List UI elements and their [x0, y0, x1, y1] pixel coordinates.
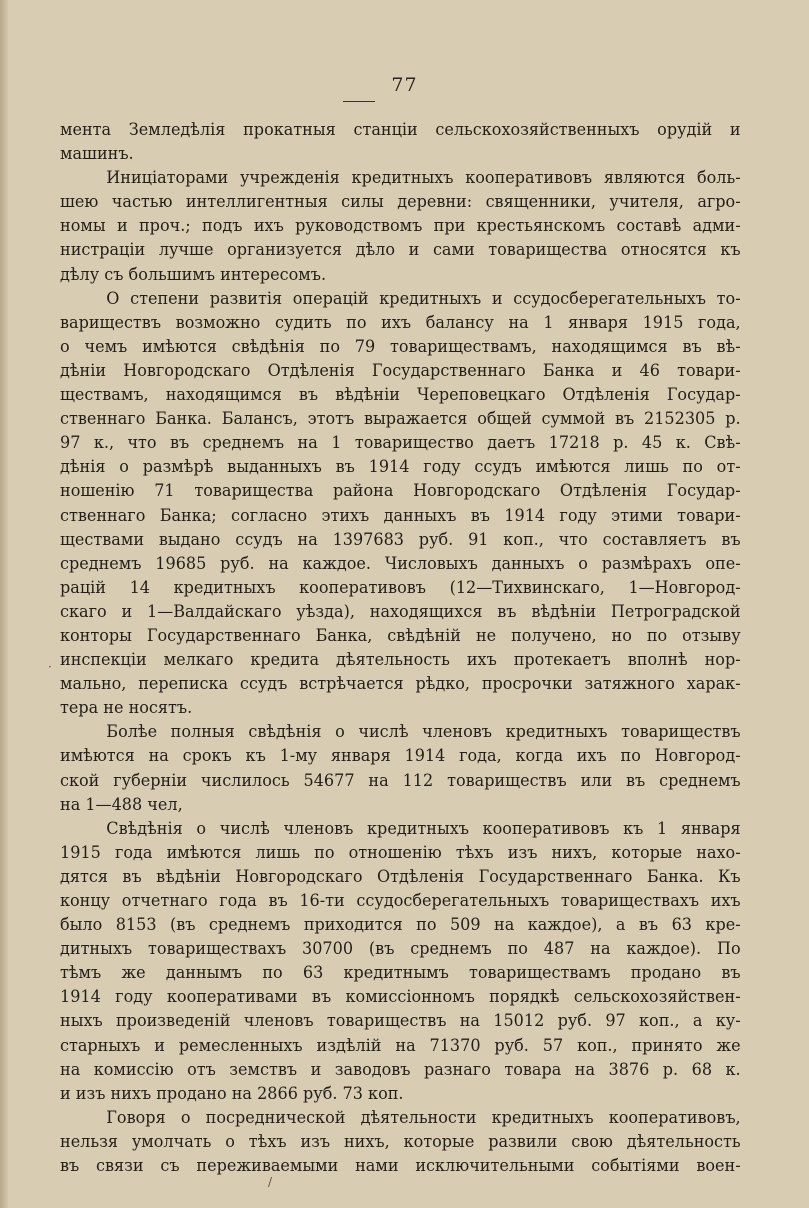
- text-line: ственнаго Банка. Балансъ, этотъ выражается общей суммой въ 2152305 р.: [60, 409, 741, 429]
- body-text: [60, 118, 741, 1178]
- text-line: ществами выдано ссудъ на 1397683 руб. 91 коп., что составляетъ въ: [60, 529, 741, 549]
- text-line: старныхъ и ремесленныхъ издѣлій на 71370 руб. 57 коп., принято же: [60, 1035, 741, 1055]
- text-line: Говоря о посреднической дѣятельности кредитныхъ кооперативовъ,: [106, 1107, 741, 1127]
- text-line: 97 к., что въ среднемъ на 1 товарищество даетъ 17218 р. 45 к. Свѣ-: [60, 433, 741, 453]
- text-line: Свѣдѣнія о числѣ членовъ кредитныхъ кооперативовъ къ 1 января: [106, 818, 741, 838]
- text-line: Болѣе полныя свѣдѣнія о числѣ членовъ кредитныхъ товариществъ: [106, 722, 741, 742]
- margin-speck: /: [268, 1175, 273, 1189]
- text-line: скаго и 1—Валдайскаго уѣзда), находящихся въ вѣдѣніи Петроградской: [60, 601, 741, 621]
- text-line: вариществъ возможно судить по ихъ балансу на 1 января 1915 года,: [60, 312, 741, 332]
- text-line: ществамъ, находящимся въ вѣдѣніи Череповецкаго Отдѣленія Государ-: [60, 385, 741, 405]
- text-line: на комиссію отъ земствъ и заводовъ разнаго товара на 3876 р. 68 к.: [60, 1059, 741, 1079]
- text-line: тера не носятъ.: [60, 698, 193, 718]
- text-line: дѣлу съ большимъ интересомъ.: [60, 264, 327, 284]
- text-line: дятся въ вѣдѣніи Новгородскаго Отдѣленія Государственнаго Банка. Къ: [60, 866, 741, 886]
- page-number-rule: [343, 101, 375, 102]
- text-line: нельзя умолчать о тѣхъ изъ нихъ, которые развили свою дѣятельность: [60, 1131, 741, 1151]
- text-line: ской губерніи числилось 54677 на 112 товариществъ или въ среднемъ: [60, 770, 741, 790]
- text-line: ныхъ произведеній членовъ товариществъ на 15012 руб. 97 коп., а ку-: [60, 1011, 741, 1031]
- text-line: инспекціи мелкаго кредита дѣятельность ихъ протекаетъ вполнѣ нор-: [60, 650, 741, 670]
- text-line: 1914 году кооперативами въ комиссіонномъ порядкѣ сельскохозяйствен-: [60, 987, 741, 1007]
- text-line: ношенію 71 товарищества района Новгородскаго Отдѣленія Государ-: [60, 481, 741, 501]
- text-line: дѣніи Новгородскаго Отдѣленія Государственнаго Банка и 46 товари-: [60, 360, 741, 380]
- page-edge: [0, 0, 8, 1208]
- text-line: о чемъ имѣются свѣдѣнія по 79 товариществамъ, находящимся въ вѣ-: [60, 336, 741, 356]
- text-line: и изъ нихъ продано на 2866 руб. 73 коп.: [60, 1083, 404, 1103]
- text-line: дѣнія о размѣрѣ выданныхъ въ 1914 году ссудъ имѣются лишь по от-: [60, 457, 741, 477]
- text-line: О степени развитія операцій кредитныхъ и ссудосберегательныхъ то-: [106, 288, 741, 308]
- text-line: шею частью интеллигентныя силы деревни: священники, учителя, агро-: [60, 192, 741, 212]
- text-line: было 8153 (въ среднемъ приходится по 509 на каждое), а въ 63 кре-: [60, 915, 741, 935]
- text-line: номы и проч.; подъ ихъ руководствомъ при крестьянскомъ составѣ адми-: [60, 216, 741, 236]
- text-line: нистраціи лучше организуется дѣло и сами товарищества относятся къ: [60, 240, 741, 260]
- text-line: мально, переписка ссудъ встрѣчается рѣдко, просрочки затяжного харак-: [60, 674, 741, 694]
- text-line: на 1—488 чел,: [60, 794, 183, 814]
- text-line: конторы Государственнаго Банка, свѣдѣній не получено, но по отзыву: [60, 625, 741, 645]
- text-line: тѣмъ же даннымъ по 63 кредитнымъ товариществамъ продано въ: [60, 963, 741, 983]
- page-number: 77: [391, 74, 418, 96]
- text-line: концу отчетнаго года въ 16-ти ссудосберегательныхъ товариществахъ ихъ: [60, 891, 741, 910]
- text-line: Иниціаторами учрежденія кредитныхъ кооперативовъ являются боль-: [106, 168, 741, 188]
- text-line: въ связи съ переживаемыми нами исключительными событіями воен-: [60, 1156, 741, 1176]
- text-line: рацій 14 кредитныхъ кооперативовъ (12—Тихвинскаго, 1—Новгород-: [60, 577, 741, 597]
- text-line: среднемъ 19685 руб. на каждое. Числовыхъ данныхъ о размѣрахъ опе-: [60, 553, 741, 573]
- text-line: имѣются на срокъ къ 1-му января 1914 года, когда ихъ по Новгород-: [60, 746, 741, 766]
- text-line: 1915 года имѣются лишь по отношенію тѣхъ изъ нихъ, которые нахо-: [60, 842, 741, 862]
- text-line: машинъ.: [60, 144, 134, 164]
- text-line: мента Земледѣлія прокатныя станціи сельскохозяйственныхъ орудій и: [60, 120, 741, 139]
- text-line: дитныхъ товариществахъ 30700 (въ среднемъ по 487 на каждое). По: [60, 939, 741, 959]
- margin-speck: ·: [48, 660, 52, 674]
- text-line: ственнаго Банка; согласно этихъ данныхъ въ 1914 году этими товари-: [60, 505, 741, 525]
